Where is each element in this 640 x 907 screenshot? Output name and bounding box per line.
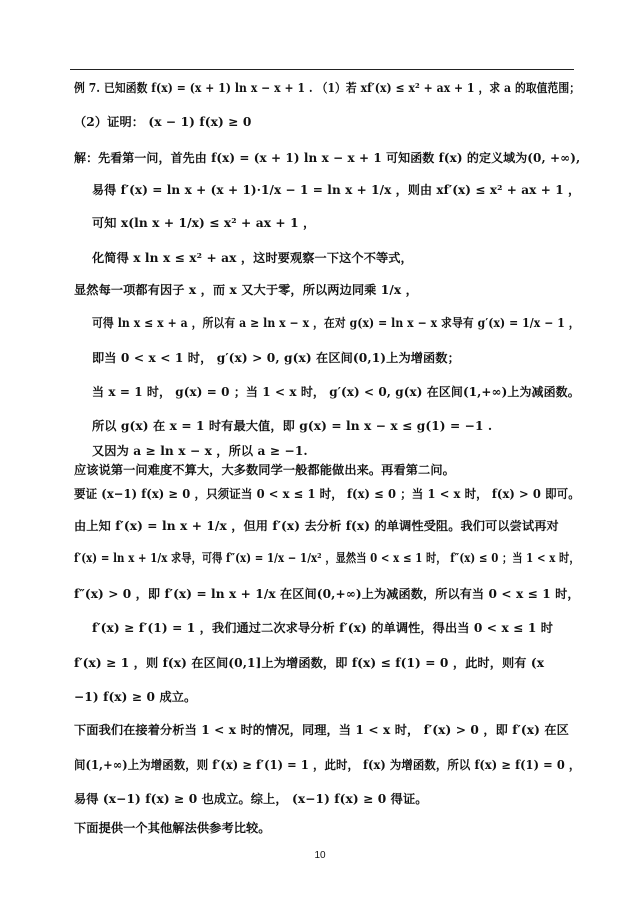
solution-line: 间(1,+∞)上为增函数，则 f′(x) ≥ f′(1) = 1 ，此时， f(x) 为增函数，所以 f(x) ≥ f(1) = 0 ， (74, 758, 581, 772)
page-number: 10 (314, 850, 326, 861)
solution-line: 由上知 f′(x) = ln x + 1/x ，但用 f′(x) 去分析 f(x) 的单调性受阻。我们可以尝试再对 (74, 519, 559, 533)
solution-line: 易得 (x−1) f(x) ≥ 0 也成立。综上， (x−1) f(x) ≥ 0 得证。 (74, 792, 428, 806)
solution-line: 化简得 x ln x ≤ x² + ax ，这时要观察一下这个不等式， (92, 251, 413, 265)
solution-line: 显然每一项都有因子 x ，而 x 又大于零，所以两边同乘 1/x ， (74, 283, 418, 297)
solution-line: f′(x) ≥ f′(1) = 1 ，我们通过二次求导分析 f′(x) 的单调性，得出当 0 < x ≤ 1 时 (92, 621, 554, 635)
closing-line: 下面提供一个其他解法供参考比较。 (74, 821, 271, 835)
problem-statement: 例 7. 已知函数 f(x) = (x + 1) ln x − x + 1 . （1）若 xf′(x) ≤ x² + ax + 1 ，求 a 的取值范围； (74, 81, 581, 95)
solution-line: 所以 g(x) 在 x = 1 时有最大值，即 g(x) = ln x − x ≤ g(1) = −1 . (92, 419, 493, 433)
solution-line: 要证 (x−1) f(x) ≥ 0 ，只须证当 0 < x ≤ 1 时， f(x) ≤ 0 ；当 1 < x 时， f(x) > 0 即可。 (74, 487, 580, 501)
solution-line: 当 x = 1 时， g(x) = 0 ；当 1 < x 时， g′(x) < 0, g(x) 在区间(1,+∞)上为减函数。 (92, 385, 580, 399)
solution-line: 解：先看第一问，首先由 f(x) = (x + 1) ln x − x + 1 可知函数 f(x) 的定义域为(0, +∞), (74, 151, 581, 165)
solution-line: f′(x) = ln x + 1/x 求导，可得 f″(x) = 1/x − 1/x² ，显然当 0 < x ≤ 1 时， f″(x) ≤ 0 ；当 1 < x 时， (74, 551, 580, 565)
solution-line: 即当 0 < x < 1 时， g′(x) > 0, g(x) 在区间(0,1)上为增函数； (92, 351, 460, 365)
solution-line: 易得 f′(x) = ln x + (x + 1)·1/x − 1 = ln x + 1/x ，则由 xf′(x) ≤ x² + ax + 1 ， (92, 183, 581, 197)
solution-line: 下面我们在接着分析当 1 < x 时的情况，同理，当 1 < x 时， f′(x) > 0 ，即 f′(x) 在区 (74, 723, 569, 737)
solution-line: f″(x) > 0 ，即 f′(x) = ln x + 1/x 在区间(0,+∞)上为减函数，所以有当 0 < x ≤ 1 时， (74, 587, 580, 601)
solution-line: f′(x) ≥ 1 ，则 f(x) 在区间(0,1]上为增函数，即 f(x) ≤ f(1) = 0 ，此时，则有 (x (74, 656, 545, 670)
problem-part-2: （2）证明： (x − 1) f(x) ≥ 0 (74, 115, 252, 129)
header-rule (70, 69, 574, 70)
solution-line: −1) f(x) ≥ 0 成立。 (74, 690, 197, 704)
commentary-line: 应该说第一问难度不算大，大多数同学一般都能做出来。再看第二问。 (74, 463, 455, 477)
solution-line: 又因为 a ≥ ln x − x ，所以 a ≥ −1. (92, 444, 308, 458)
solution-line: 可得 ln x ≤ x + a ，所以有 a ≥ ln x − x ，在对 g(x) = ln x − x 求导有 g′(x) = 1/x − 1 ， (92, 316, 580, 330)
solution-line: 可知 x(ln x + 1/x) ≤ x² + ax + 1 ， (92, 216, 316, 230)
